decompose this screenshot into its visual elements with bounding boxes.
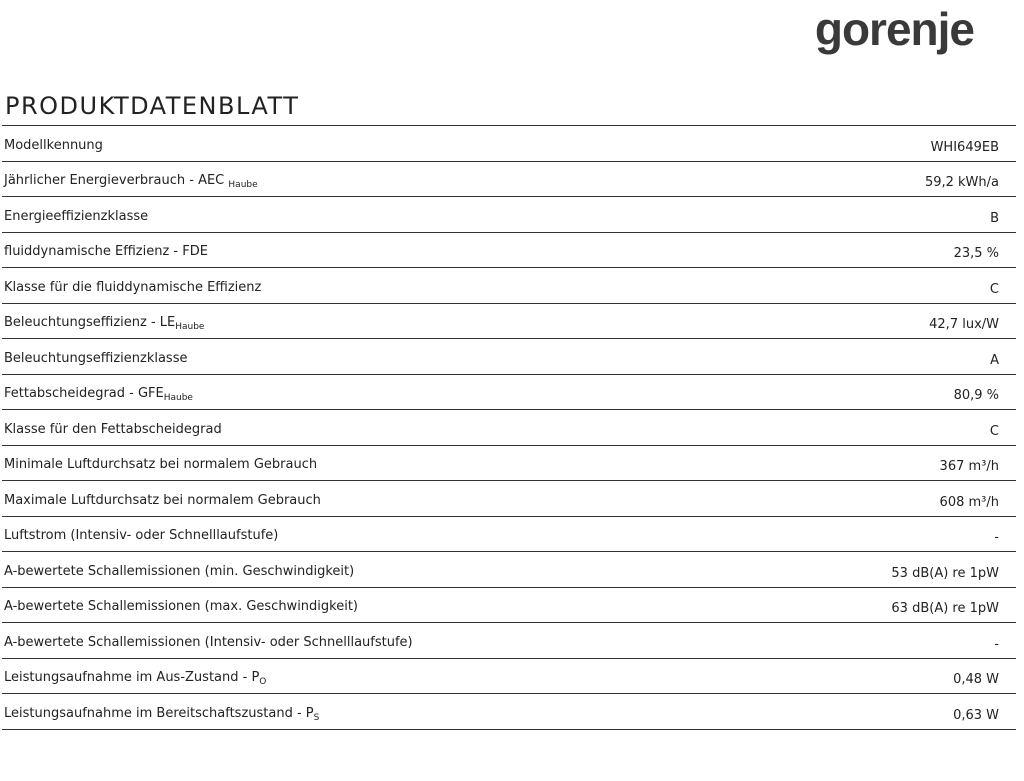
table-row (2, 552, 1016, 588)
row-label: A-bewertete Schallemissionen (Intensiv- oder Schnelllaufstufe) (4, 634, 413, 650)
brand-logo: gorenje (814, 3, 974, 55)
row-label: Klasse für die fluiddynamische Effizienz (4, 279, 262, 295)
row-value: WHI649EB (930, 139, 999, 155)
table-row (2, 304, 1016, 340)
row-value: 59,2 kWh/a (924, 175, 999, 190)
table-row (2, 268, 1016, 304)
row-value: 23,5 % (953, 246, 999, 261)
row-value: - (994, 636, 999, 652)
table-row (2, 233, 1016, 269)
row-value: 42,7 lux/W (929, 317, 999, 332)
table-row (2, 517, 1016, 553)
table-row (2, 588, 1016, 624)
row-label: Klasse für den Fettabscheidegrad (4, 421, 222, 437)
row-value: A (990, 352, 999, 368)
table-row (2, 694, 1016, 730)
page-title: PRODUKTDATENBLATT (5, 92, 300, 120)
table-row (2, 410, 1016, 446)
table-row (2, 623, 1016, 659)
row-label: Maximale Luftdurchsatz bei normalem Gebrauch (4, 492, 321, 508)
table-row (2, 375, 1016, 411)
row-label: fluiddynamische Effizienz - FDE (4, 244, 208, 259)
row-label: Beleuchtungseffizienzklasse (4, 350, 188, 366)
row-label: Jährlicher Energieverbrauch - AEC $_{Haube}$ (4, 173, 258, 190)
table-row (2, 162, 1016, 198)
product-data-table (2, 125, 1016, 730)
table-row (2, 659, 1016, 695)
row-value: 608 m³/h (939, 494, 999, 510)
row-value: 53 dB(A) re 1pW (891, 565, 999, 581)
row-label: Beleuchtungseffizienz - $LE_{Haube}$ (4, 315, 205, 332)
row-value: 0,63 W (953, 707, 999, 723)
table-row (2, 126, 1016, 162)
row-label: Energieeffizienzklasse (4, 208, 149, 224)
table-row (2, 197, 1016, 233)
row-value: 367 m³/h (939, 459, 999, 474)
row-value: 63 dB(A) re 1pW (891, 601, 999, 616)
row-value: 0,48 W (953, 672, 999, 687)
row-value: - (994, 530, 999, 545)
row-label: Fettabscheidegrad - $GFE_{Haube}$ (4, 386, 193, 403)
row-label: Leistungsaufnahme im $Aus-Zustand - P_O$ (4, 670, 267, 687)
table-row (2, 446, 1016, 482)
row-label: A-bewertete Schallemissionen (min. Geschwindigkeit) (4, 563, 355, 579)
table-row (2, 339, 1016, 375)
row-label: A-bewertete Schallemissionen (max. Geschwindigkeit) (4, 599, 359, 614)
row-value: C (989, 281, 999, 297)
row-value: 80,9 % (953, 388, 999, 403)
table-row (2, 481, 1016, 517)
row-label: Leistungsaufnahme im Bereitschaftszustand - $P_S$ (4, 705, 320, 723)
row-label: Luftstrom (Intensiv- oder Schnelllaufstufe) (4, 528, 279, 543)
row-label: Minimale Luftdurchsatz bei normalem Gebrauch (4, 457, 318, 472)
row-value: C (989, 423, 999, 439)
row-label: Modellkennung (4, 137, 103, 153)
row-value: B (990, 210, 999, 226)
